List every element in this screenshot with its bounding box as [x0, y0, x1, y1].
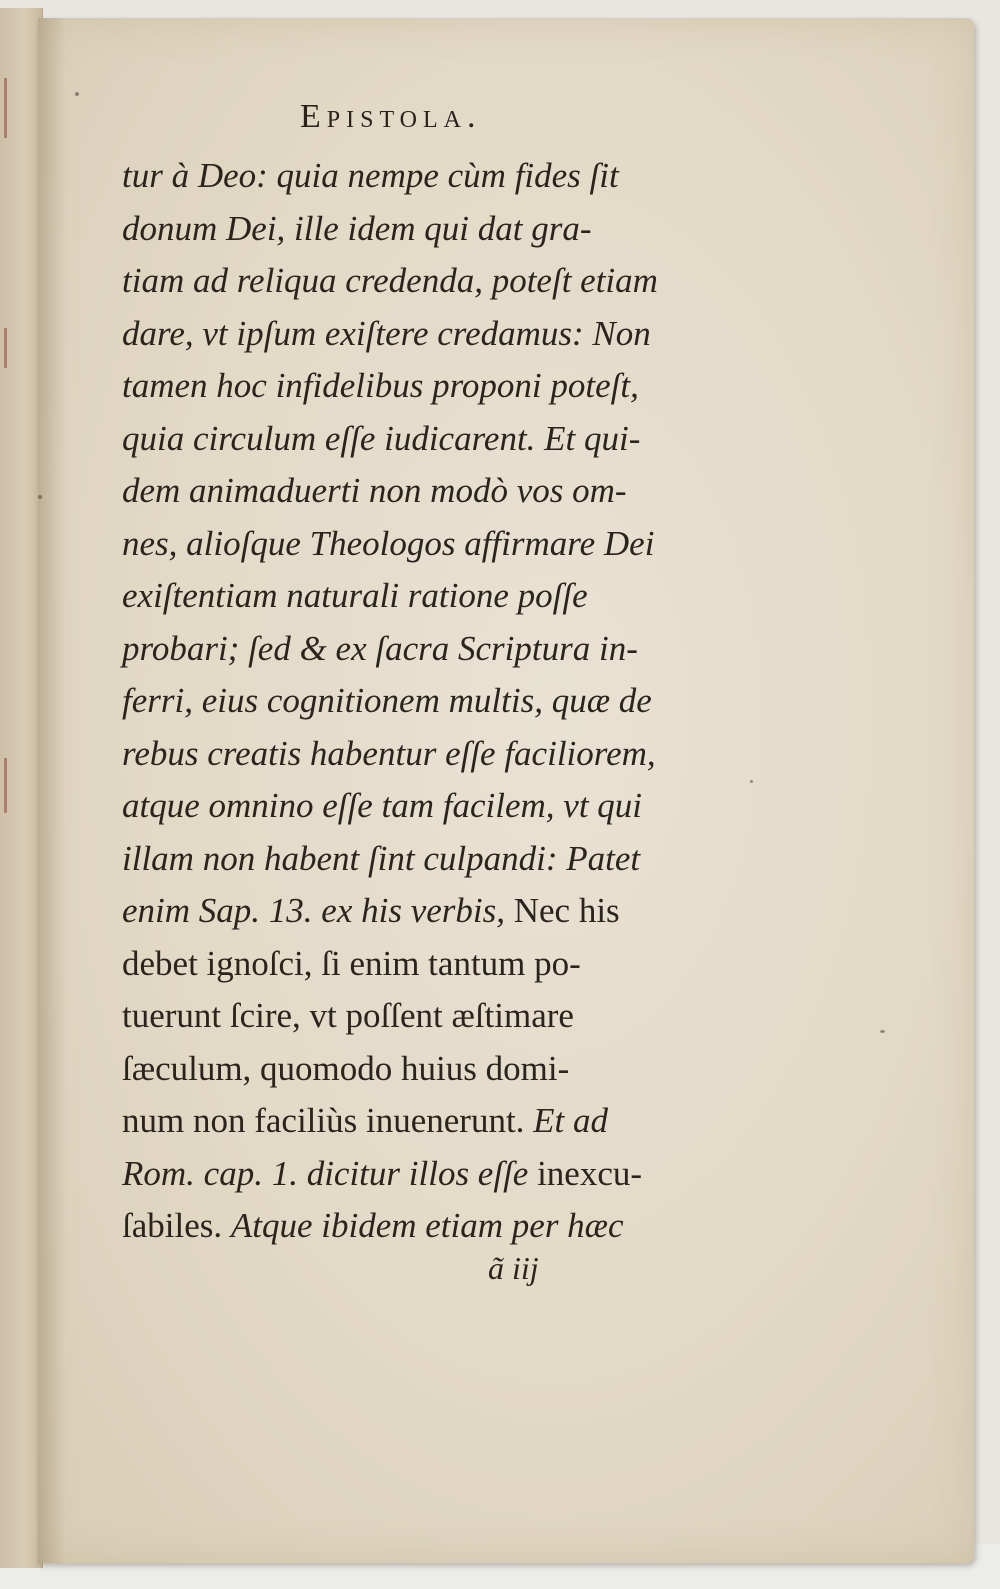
text-line: quia circulum eſſe iudicarent. Et qui- — [122, 418, 641, 458]
paper-speck — [38, 495, 42, 499]
text-line: dem animaduerti non modò vos om- — [122, 471, 627, 510]
text-line: tiam ad reliqua credenda, poteſt etiam — [122, 261, 658, 300]
paper-speck — [750, 780, 753, 783]
paper-speck — [880, 1030, 885, 1033]
text-line: illam non habent ſint culpandi: Patet — [122, 838, 641, 878]
text-line: ferri, eius cognitionem multis, quæ de — [122, 681, 652, 720]
roman-run: inexcu- — [528, 1153, 643, 1193]
text-line: debet ignoſci, ſi enim tantum po- — [122, 943, 581, 983]
roman-run: num non faciliùs inuenerunt. — [122, 1101, 534, 1140]
italic-run: Rom. cap. 1. dicitur illos eſſe — [122, 1153, 529, 1193]
roman-run: Nec his — [504, 891, 620, 930]
text-line: dare, vt ipſum exiſtere credamus: Non — [122, 313, 651, 353]
text-line: tuerunt ſcire, vt poſſent æſtimare — [122, 996, 574, 1035]
previous-leaf-edge — [0, 8, 43, 1568]
text-line — [122, 885, 732, 938]
text-line: rebus creatis habentur eſſe faciliorem, — [122, 733, 656, 773]
paper-speck — [75, 92, 79, 96]
italic-run: Atque ibidem etiam per hæc — [230, 1206, 624, 1245]
italic-run: enim Sap. 13. ex his verbis, — [122, 891, 505, 930]
leaf-edge-mark — [4, 78, 7, 138]
text-line — [122, 1095, 732, 1148]
leaf-edge-mark — [4, 328, 7, 368]
text-line: donum Dei, ille idem qui dat gra- — [122, 208, 592, 248]
text-line: tamen hoc infidelibus proponi poteſt, — [122, 366, 639, 405]
text-line: probari; ſed & ex ſacra Scriptura in- — [122, 628, 638, 668]
page-gutter-shadow — [38, 18, 66, 1563]
leaf-edge-mark — [4, 758, 7, 813]
roman-run: ſabiles. — [122, 1206, 231, 1245]
italic-run: Et ad — [533, 1101, 609, 1140]
text-line: tur à Deo: quia nempe cùm fides ſit — [122, 156, 619, 195]
signature-mark: ã iij — [488, 1250, 539, 1286]
text-line — [122, 1200, 732, 1253]
text-block — [122, 150, 732, 1253]
text-line: exiſtentiam naturali ratione poſſe — [122, 576, 588, 615]
text-line: nes, alioſque Theologos affirmare Dei — [122, 523, 655, 563]
text-line: ſæculum, quomodo huius domi- — [122, 1048, 570, 1088]
running-head: Epistola. — [300, 98, 482, 135]
text-line: atque omnino eſſe tam facilem, vt qui — [122, 786, 643, 825]
text-line — [122, 1148, 732, 1201]
